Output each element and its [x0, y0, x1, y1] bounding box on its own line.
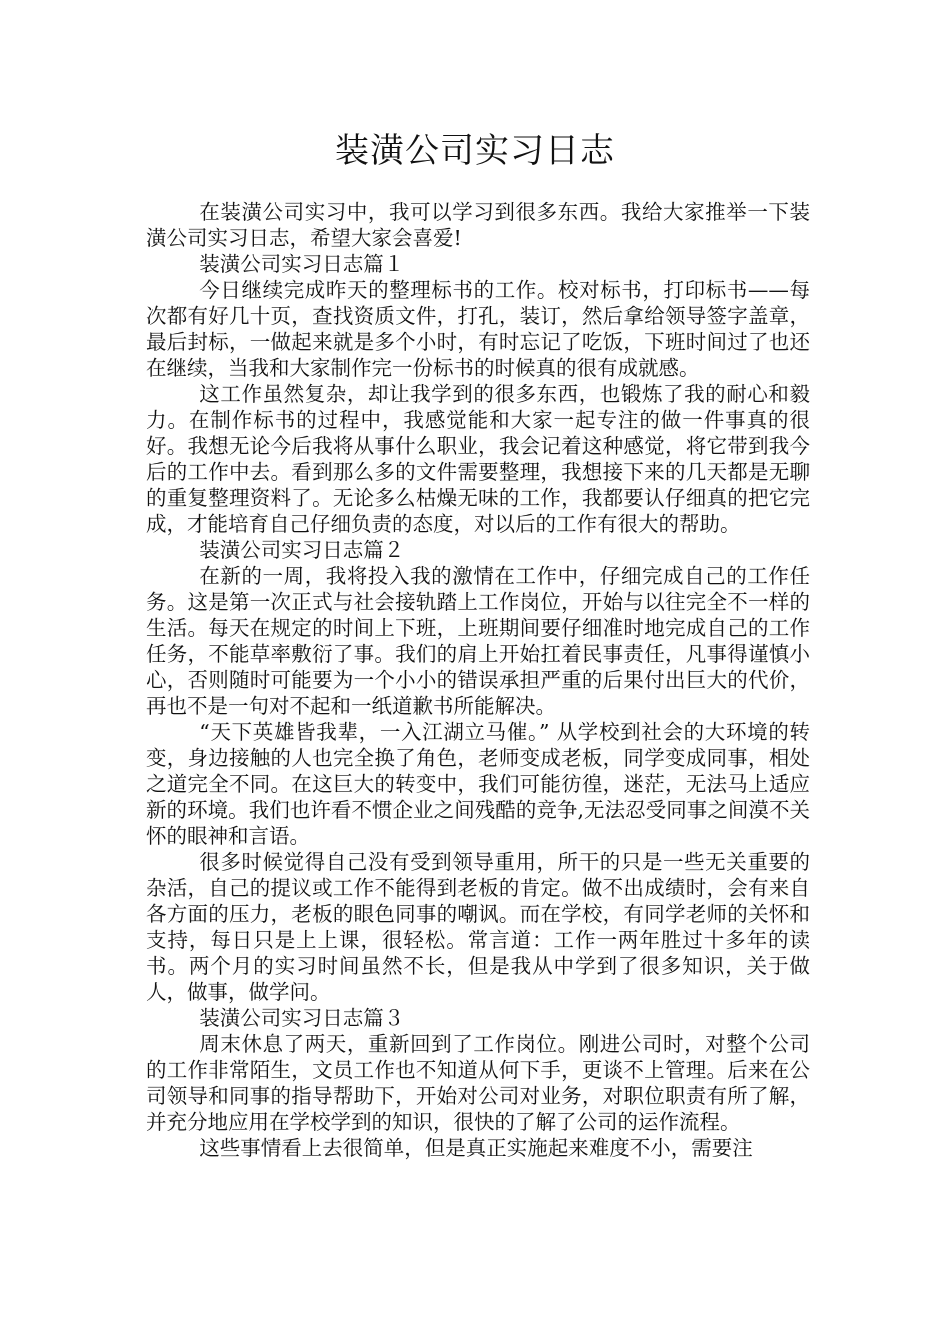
paragraph: “天下英雄皆我辈，一入江湖立马催。” 从学校到社会的大环境的转变，身边接触的人也完全换了角色，老师变成老板，同学变成同事，相处之道完全不同。在这巨大的转变中，我们可能彷徨，迷茫，无法马上适应新的环境。我们也许看不惯企业之间残酷的竞争,无法忍受同事之间漠不关怀的眼神和言语。 — [146, 720, 810, 848]
paragraph: 在装潢公司实习中，我可以学习到很多东西。我给大家推举一下装潢公司实习日志，希望大家会喜爱! — [146, 200, 810, 250]
paragraph: 今日继续完成昨天的整理标书的工作。校对标书，打印标书——每次都有好几十页，查找资质文件，打孔，装订，然后拿给领导签字盖章，最后封标，一做起来就是多个小时，有时忘记了吃饭，下班时间过了也还在继续，当我和大家制作完一份标书的时候真的很有成就感。 — [146, 278, 810, 380]
paragraph: 这工作虽然复杂，却让我学到的很多东西，也锻炼了我的耐心和毅力。在制作标书的过程中，我感觉能和大家一起专注的做一件事真的很好。我想无论今后我将从事什么职业，我会记着这种感觉，将它带到我今后的工作中去。看到那么多的文件需要整理，我想接下来的几天都是无聊的重复整理资料了。无论多么枯燥无味的工作，我都要认仔细真的把它完成，才能培育自己仔细负责的态度，对以后的工作有很大的帮助。 — [146, 382, 810, 536]
section-heading: 装潢公司实习日志篇３ — [199, 1006, 405, 1030]
paragraph: 很多时候觉得自己没有受到领导重用，所干的只是一些无关重要的杂活，自己的提议或工作不能得到老板的肯定。做不出成绩时，会有来自各方面的压力，老板的眼色同事的嘲讽。而在学校，有同学老师的关怀和支持，每日只是上上课，很轻松。常言道：工作一两年胜过十多年的读书。两个月的实习时间虽然不长，但是我从中学到了很多知识，关于做人，做事，做学问。 — [146, 850, 810, 1004]
document-body — [146, 199, 810, 1161]
paragraph: 周末休息了两天，重新回到了工作岗位。刚进公司时，对整个公司的工作非常陌生，文员工作也不知道从何下手，更谈不上管理。后来在公司领导和同事的指导帮助下，开始对公司对业务，对职位职责有所了解，并充分地应用在学校学到的知识，很快的了解了公司的运作流程。 — [146, 1032, 810, 1134]
paragraph: 在新的一周，我将投入我的激情在工作中，仔细完成自己的工作任务。这是第一次正式与社会接轨踏上工作岗位，开始与以往完全不一样的生活。每天在规定的时间上下班，上班期间要仔细准时地完成自己的工作任务，不能草率敷衍了事。我们的肩上开始扛着民事责任，凡事得谨慎小心，否则随时可能要为一个小小的错误承担严重的后果付出巨大的代价，再也不是一句对不起和一纸道歉书所能解决。 — [146, 564, 810, 718]
paragraph: 这些事情看上去很简单，但是真正实施起来难度不小，需要注 — [199, 1136, 753, 1160]
document-title: 装潢公司实习日志 — [335, 131, 615, 171]
section-heading: 装潢公司实习日志篇２ — [199, 538, 405, 562]
section-heading: 装潢公司实习日志篇１ — [199, 252, 405, 276]
